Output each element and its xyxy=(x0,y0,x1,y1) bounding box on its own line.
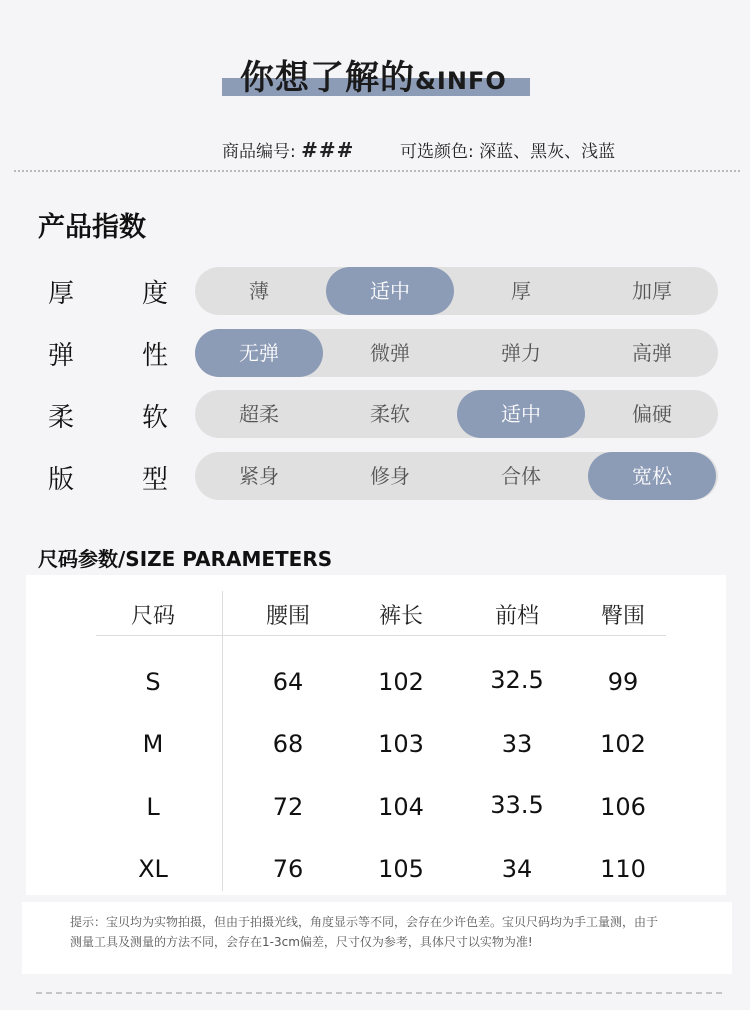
table-cell: 72 xyxy=(272,793,304,821)
pill-option[interactable]: 加厚 xyxy=(632,279,672,303)
table-cell: 33 xyxy=(501,730,533,758)
pill-option[interactable]: 柔软 xyxy=(370,402,410,426)
size-table xyxy=(26,575,726,895)
title-en: &INFO xyxy=(415,67,507,95)
pill-option[interactable]: 偏硬 xyxy=(632,402,672,426)
product-code-label: 商品编号: xyxy=(222,142,296,162)
pill-option[interactable]: 紧身 xyxy=(239,464,279,488)
disclaimer-box xyxy=(22,902,732,974)
attr-label-char: 型 xyxy=(141,465,168,495)
pill-option[interactable]: 超柔 xyxy=(239,402,279,426)
pill-option[interactable]: 合体 xyxy=(501,464,541,488)
attr-label-char: 柔 xyxy=(48,403,75,433)
disclaimer-text xyxy=(70,912,710,952)
pill-row-softness xyxy=(195,390,718,438)
table-cell: L xyxy=(146,793,160,821)
title-cn: 你想了解的 xyxy=(240,58,415,98)
pill-row-elasticity xyxy=(195,329,718,377)
table-header-cell: 臀围 xyxy=(600,604,645,629)
attr-label-fit xyxy=(48,459,168,496)
page-title xyxy=(222,48,532,100)
attr-label-char: 度 xyxy=(141,279,168,309)
table-cell: 105 xyxy=(378,855,424,883)
table-cell: 34 xyxy=(501,855,533,883)
pill-option[interactable]: 无弹 xyxy=(195,329,323,377)
disclaimer-line: 提示：宝贝均为实物拍摄，但由于拍摄光线，角度显示等不同，会存在少许色差。宝贝尺码均为手工量测，由于 xyxy=(70,915,659,929)
table-cell: 106 xyxy=(600,793,646,821)
disclaimer-line: 测量工具及测量的方法不同，会存在1-3cm偏差，尺寸仅为参考，具体尺寸以实物为准! xyxy=(70,935,533,949)
attr-label-char: 软 xyxy=(141,403,168,433)
section-heading-size: 尺码参数/SIZE PARAMETERS xyxy=(38,547,333,571)
attr-label-char: 版 xyxy=(48,465,75,495)
available-colors-label: 可选颜色: xyxy=(400,142,474,162)
table-cell: S xyxy=(145,668,161,696)
divider xyxy=(14,170,740,172)
table-cell: 68 xyxy=(272,730,304,758)
attr-label-char: 弹 xyxy=(48,341,75,371)
table-cell: 32.5 xyxy=(490,666,544,694)
pill-option[interactable]: 薄 xyxy=(249,279,269,303)
attr-label-char: 性 xyxy=(141,341,168,371)
table-cell: 76 xyxy=(272,855,304,883)
section-heading-product-index: 产品指数 xyxy=(38,212,146,243)
attr-label-char: 厚 xyxy=(48,279,75,309)
pill-option[interactable]: 适中 xyxy=(326,267,454,315)
pill-option[interactable]: 宽松 xyxy=(588,452,716,500)
available-colors-value: 深蓝、黑灰、浅蓝 xyxy=(479,142,616,162)
pill-option[interactable]: 厚 xyxy=(511,279,531,303)
title-text xyxy=(240,50,507,99)
attr-label-elasticity xyxy=(48,335,168,372)
table-cell: 104 xyxy=(378,793,424,821)
table-cell: M xyxy=(142,730,164,758)
table-cell: 110 xyxy=(600,855,646,883)
table-cell: 102 xyxy=(600,730,646,758)
pill-option[interactable]: 微弹 xyxy=(370,341,410,365)
table-cell: 103 xyxy=(378,730,424,758)
table-header-cell: 裤长 xyxy=(378,604,423,629)
available-colors xyxy=(400,137,615,162)
pill-row-fit xyxy=(195,452,718,500)
attr-label-softness xyxy=(48,397,168,434)
table-cell: XL xyxy=(138,855,168,883)
product-code xyxy=(222,137,354,162)
table-cell: 99 xyxy=(607,668,639,696)
table-divider-vertical xyxy=(222,591,223,891)
table-header-cell: 前档 xyxy=(494,604,539,629)
pill-option[interactable]: 高弹 xyxy=(632,341,672,365)
product-code-value: ### xyxy=(301,138,355,162)
pill-option[interactable]: 适中 xyxy=(457,390,585,438)
table-cell: 64 xyxy=(272,668,304,696)
table-divider-horizontal xyxy=(96,635,666,636)
table-cell: 33.5 xyxy=(490,791,544,819)
table-header-cell: 尺码 xyxy=(130,604,175,629)
attr-label-thickness xyxy=(48,273,168,310)
bottom-divider xyxy=(36,992,722,994)
table-cell: 102 xyxy=(378,668,424,696)
pill-row-thickness xyxy=(195,267,718,315)
pill-option[interactable]: 弹力 xyxy=(501,341,541,365)
table-header-cell: 腰围 xyxy=(265,604,310,629)
pill-option[interactable]: 修身 xyxy=(370,464,410,488)
